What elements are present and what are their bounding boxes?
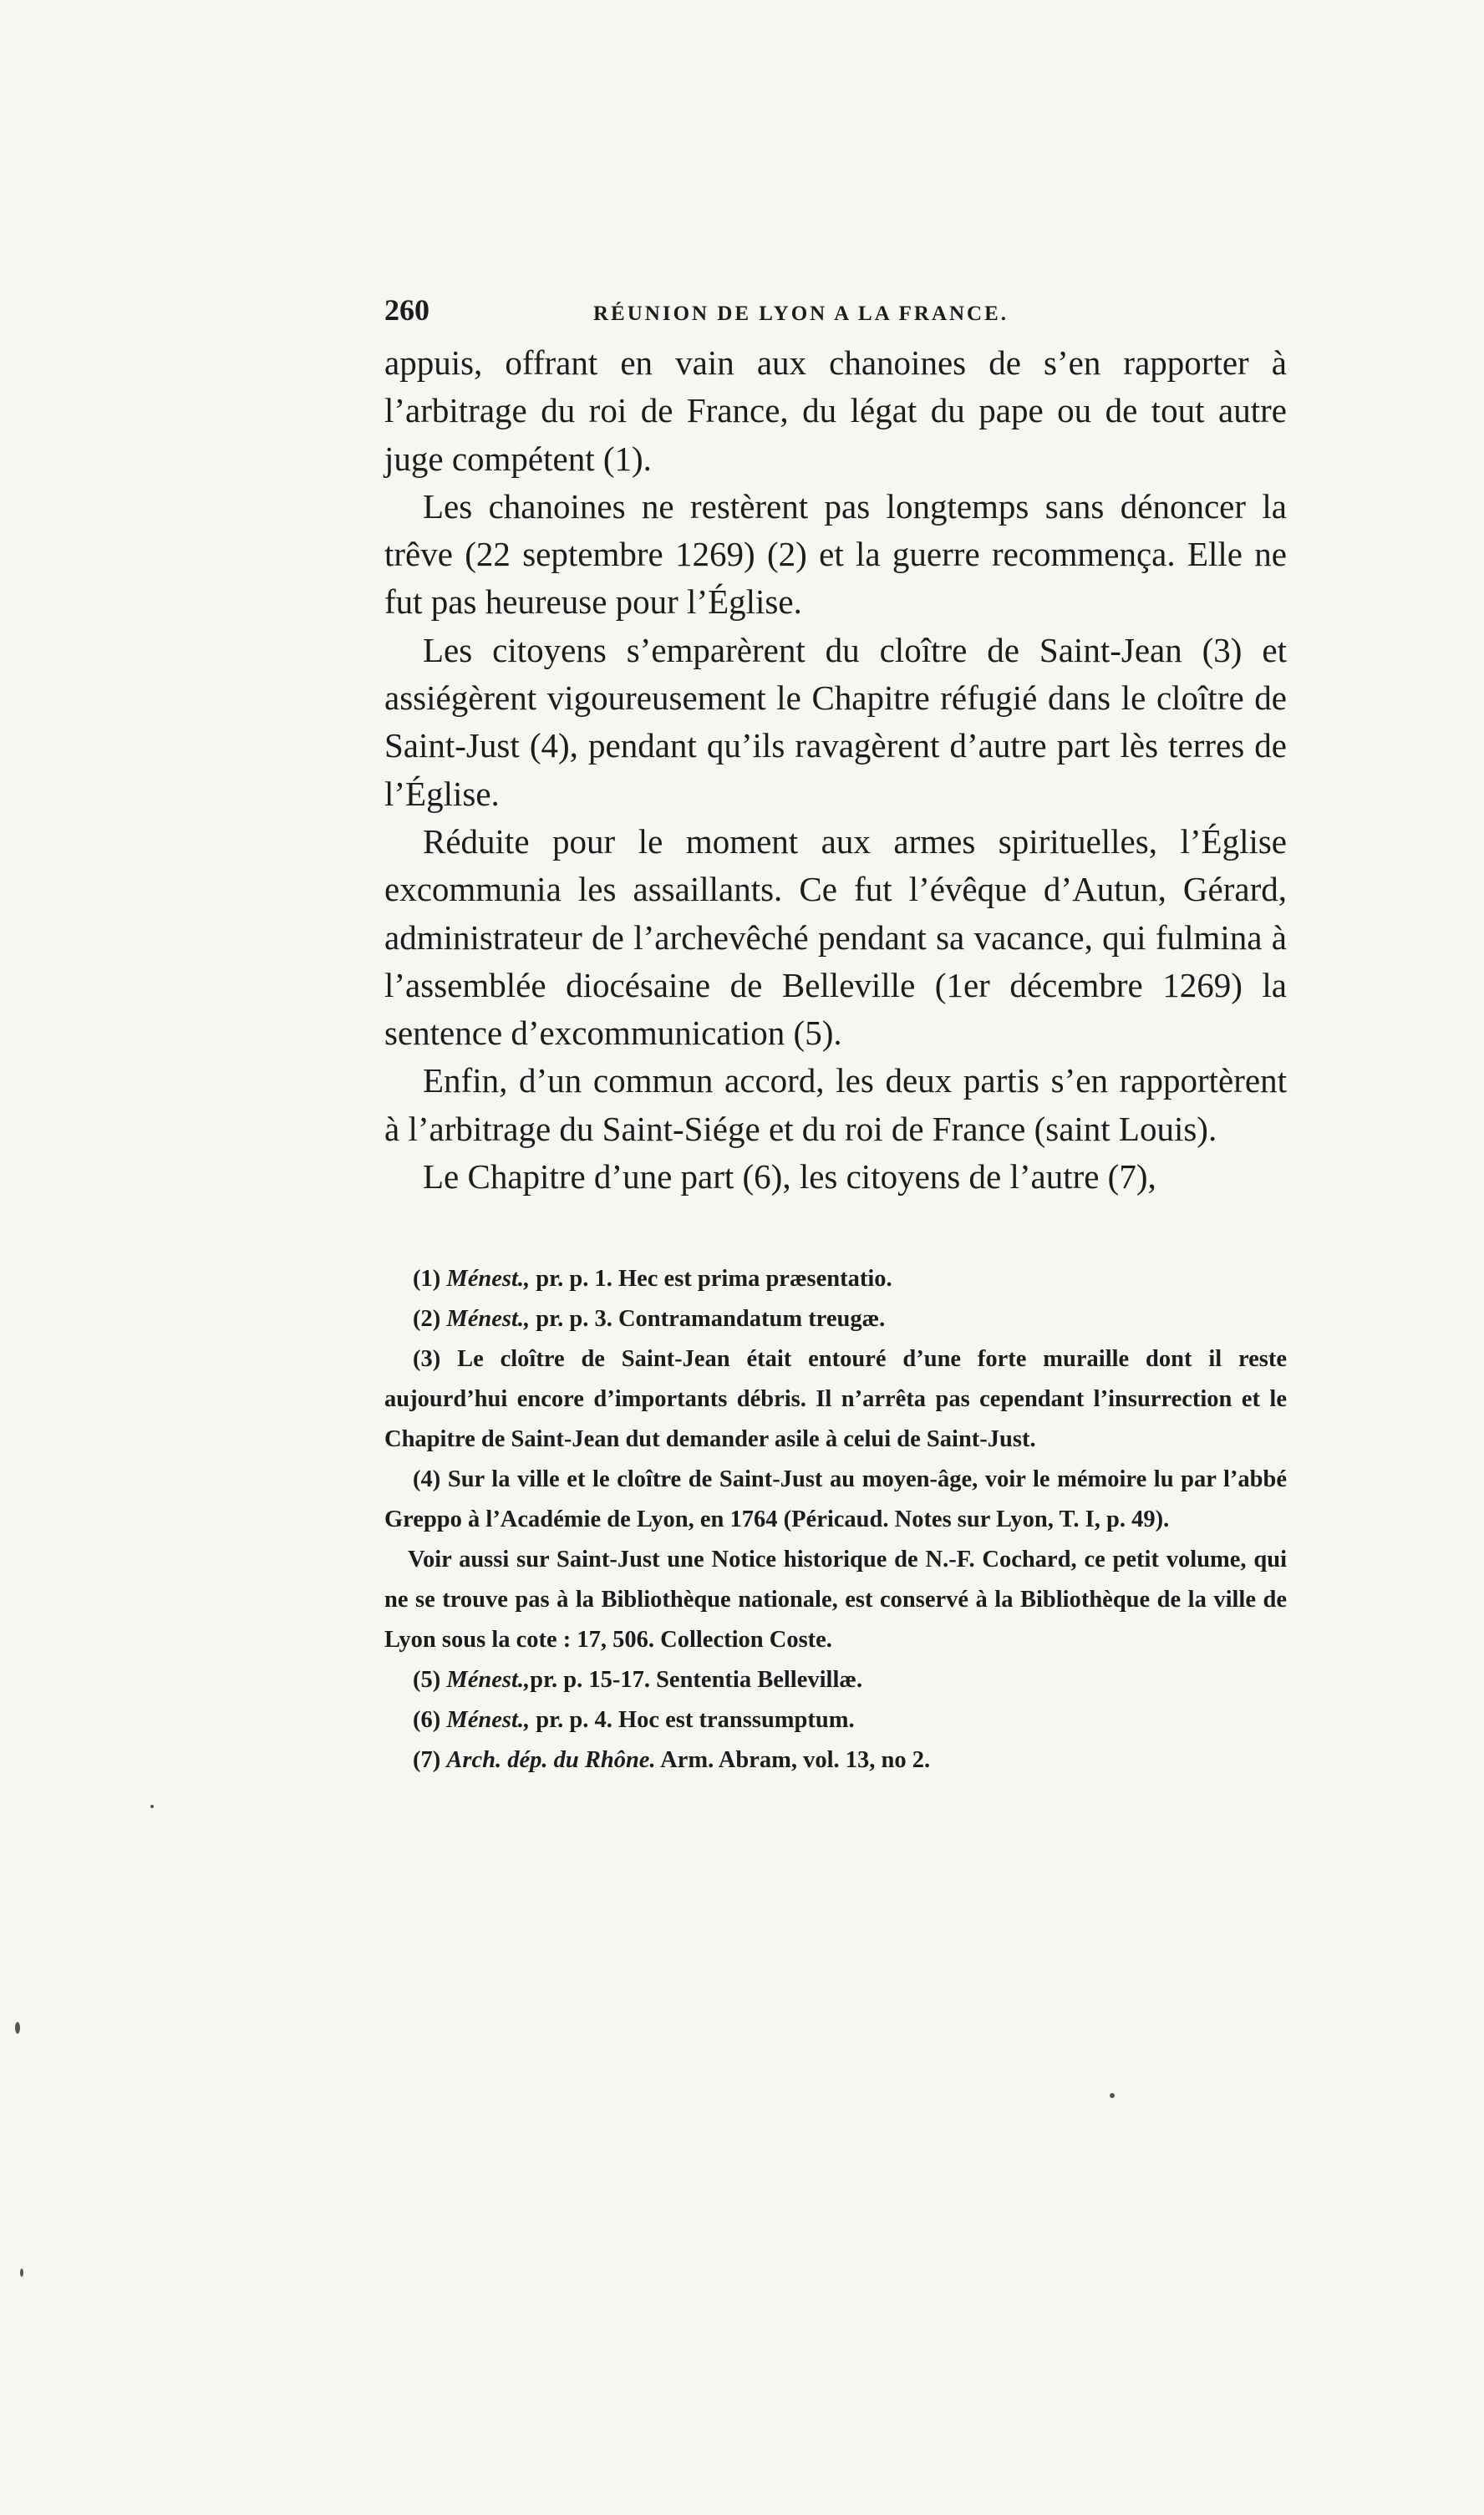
book-page [384, 292, 1287, 1781]
footnote-text: pr. p. 4. Hoc est transsumptum. [530, 1707, 855, 1734]
footnote-marker: (5) [413, 1667, 441, 1694]
footnote-work: Ménest., [446, 1266, 531, 1293]
paragraph: Enfin, d’un commun accord, les deux partis s’en rapportèrent à l’arbitrage du Saint-Siége et du roi de France (saint Louis). [384, 1061, 1287, 1148]
footnote-work: Ménest., [446, 1306, 531, 1333]
footnote-work: Ménest., [446, 1667, 531, 1694]
footnote-work: Ménest., [446, 1707, 531, 1734]
running-title: RÉUNION DE LYON A LA FRANCE. [593, 302, 1009, 325]
paragraph: Les citoyens s’emparèrent du cloître de Saint-Jean (3) et assiégèrent vigoureusement le Chapitre réfugié dans le cloître de Saint-Just (4), pendant qu’ils ravagèrent d’autre part lès terres de l’Église. [384, 630, 1287, 813]
footnote-marker: (2) [413, 1306, 441, 1333]
footnote-continuation [384, 1540, 1287, 1660]
paragraph: appuis, offrant en vain aux chanoines de s’en rapporter à l’arbitrage du roi de France, du légat du pape ou de tout autre juge compétent (1). [384, 343, 1287, 478]
footnote-work: Arch. dép. du Rhône. [446, 1747, 656, 1774]
paragraph: Le Chapitre d’une part (6), les citoyens de l’autre (7), [423, 1157, 1156, 1197]
page-header [384, 292, 1287, 333]
footnote-text: Le cloître de Saint-Jean était entouré d’une forte muraille dont il reste aujourd’hui encore d’importants débris. Il n’arrêta pas cependant l’insurrection et le Chapitre de Saint-Jean dut demander asile à celui de Saint-Just. [384, 1346, 1288, 1453]
footnote [384, 1700, 1287, 1740]
footnote-text: Voir aussi sur Saint-Just une Notice historique de N.-F. Cochard, ce petit volume, qui ne se trouve pas à la Bibliothèque nationale, est conservé à la Bibliothèque de la ville de Lyon sous la cote : 17, 506. Collection Coste. [384, 1547, 1287, 1654]
footnote-marker: (3) [413, 1346, 441, 1373]
page-number: 260 [384, 293, 429, 327]
scan-speck [20, 2269, 23, 2277]
footnote-marker: (7) [413, 1747, 441, 1774]
footnote [384, 1299, 1287, 1339]
scan-speck [1110, 2093, 1115, 2098]
footnote [384, 1740, 1287, 1781]
footnote [384, 1660, 1287, 1700]
footnote-text: pr. p. 15-17. Sententia Bellevillæ. [530, 1667, 863, 1694]
footnotes [384, 1259, 1287, 1781]
scan-speck [150, 1805, 154, 1808]
paragraph: Les chanoines ne restèrent pas longtemps sans dénoncer la trêve (22 septembre 1269) (2) et la guerre recommença. Elle ne fut pas heureuse pour l’Église. [384, 486, 1287, 622]
footnote-marker: (4) [413, 1466, 441, 1493]
footnote-text: Sur la ville et le cloître de Saint-Just au moyen-âge, voir le mémoire lu par l’abbé Greppo à l’Académie de Lyon, en 1764 (Péricaud. Notes sur Lyon, T. I, p. 49). [384, 1466, 1288, 1533]
footnote-text: pr. p. 1. Hec est prima præsentatio. [530, 1266, 892, 1293]
footnote [384, 1460, 1287, 1540]
footnote-marker: (6) [413, 1707, 441, 1734]
footnote-marker: (1) [413, 1266, 441, 1293]
footnote [384, 1259, 1287, 1299]
footnote-text: Arm. Abram, vol. 13, no 2. [655, 1747, 931, 1774]
scan-speck [15, 2022, 20, 2034]
footnote-text: pr. p. 3. Contramandatum treugæ. [530, 1306, 886, 1333]
footnote [384, 1339, 1287, 1460]
paragraph: Réduite pour le moment aux armes spirituelles, l’Église excommunia les assaillants. Ce fut l’évêque d’Autun, Gérard, administrateur de l’archevêché pendant sa vacance, qui fulmina à l’assemblée diocésaine de Belleville (1er décembre 1269) la sentence d’excommunication (5). [384, 821, 1287, 1053]
body-text [384, 339, 1287, 1201]
